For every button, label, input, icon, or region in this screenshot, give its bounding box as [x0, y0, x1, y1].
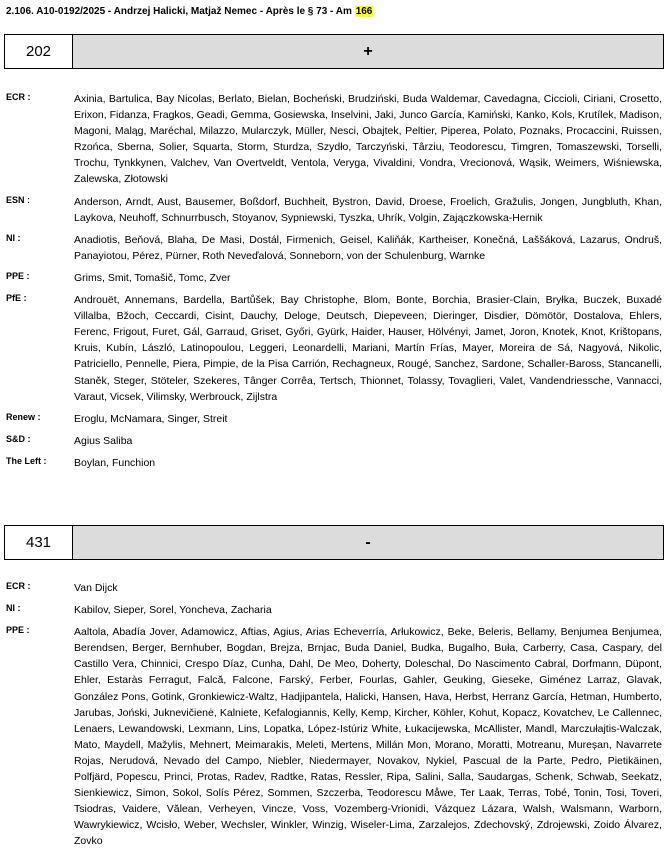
group-name: NI :: [6, 603, 21, 614]
group-row: [6, 232, 666, 264]
group-name: PPE :: [6, 270, 30, 281]
amendment-number-highlight: 166: [355, 6, 373, 17]
group-name: PPE :: [6, 625, 30, 636]
group-row: [6, 411, 666, 427]
group-members: Kabilov, Sieper, Sorel, Yoncheva, Zacharia: [74, 604, 272, 617]
group-members: Grims, Smit, Tomašič, Tomc, Zver: [74, 271, 231, 284]
group-name: ECR :: [6, 92, 31, 102]
group-row: [6, 292, 666, 405]
group-row: [6, 580, 666, 596]
vote-list-against: [6, 580, 666, 856]
vote-count-for: 202: [5, 35, 73, 68]
group-row: [6, 602, 666, 618]
group-name: PfE :: [6, 293, 27, 304]
group-members: Boylan, Funchion: [74, 456, 156, 469]
group-members: Axinia, Bartulica, Bay Nicolas, Berlato, Bielan, Bocheński, Brudziński, Buda Waldemar, Cavedagna, Ciccioli, Ciriani, Crosetto, Erixon, Fidanza, Fragkos, Geadi, Gemma, Gosiewska, Inselvini, Jaki, Junco García, Kamiński, Kanko, Kols, Krutílek, Madison, Magoni, Maląg, Maréchal, Milazzo, Mularczyk, Müller, Nesci, Obajtek, Peltier, Piperea, Polato, Poznaks, Procaccini, Ruissen, Rzońca, Sberna, Solier, Squarta, Storm, Sturdza, Szydło, Tarczyński, Târziu, Teodorescu, Timgren, Tomaszewski, Torselli, Trochu, Tynkkynen, Valchev, Van Overtveldt, Ventola, Veryga, Vivaldini, Vondra, Vrecionová, Wąsik, Weimers, Wiśniewska, Zalewska, Złotowski: [74, 93, 662, 186]
group-name: NI :: [6, 232, 21, 243]
group-name: Renew :: [6, 411, 41, 422]
group-row: [6, 455, 666, 471]
group-row: [6, 433, 666, 449]
group-row: [6, 624, 666, 849]
vote-sign-for: +: [73, 35, 663, 68]
group-members: Eroglu, McNamara, Singer, Streit: [74, 412, 228, 425]
vote-result-box-for: [4, 34, 664, 69]
group-name: S&D :: [6, 433, 31, 444]
group-members: Agius Saliba: [74, 434, 133, 447]
group-row: [6, 194, 666, 226]
group-row: [6, 270, 666, 286]
vote-sign-against: -: [73, 526, 663, 559]
vote-header-text: 2.106. A10-0192/2025 - Andrzej Halicki, Matjaž Nemec - Après le § 73 - Am: [6, 6, 352, 17]
vote-header: [6, 6, 373, 17]
vote-list-for: [6, 91, 666, 477]
group-name: The Left :: [6, 455, 47, 466]
group-members: Anderson, Arndt, Aust, Bausemer, Boßdorf, Buchheit, Bystron, David, Droese, Froelich, Gražulis, Jongen, Jungbluth, Khan, Laykova, Neuhoff, Schnurrbusch, Stoyanov, Sypniewski, Tyszka, Uhrík, Volgin, Zajączkowska-Hernik: [74, 195, 662, 224]
group-members: Van Dijck: [74, 582, 118, 594]
group-name: ESN :: [6, 194, 31, 205]
vote-count-against: 431: [5, 526, 73, 559]
vote-result-box-against: [4, 525, 664, 560]
group-name: ECR :: [6, 581, 31, 591]
group-members: Aaltola, Abadía Jover, Adamowicz, Aftias, Agius, Arias Echeverría, Arłukowicz, Beke, Beleris, Bellamy, Benjumea Benjumea, Berendsen, Berger, Bernhuber, Bogdan, Brejza, Brnjac, Buda Daniel, Budka, Bugalho, Buła, Carberry, Casa, Caspary, del Castillo Vera, Chinnici, Crespo Díaz, Cunha, Dahl, De Meo, Doherty, Doleschal, Do Nascimento Cabral, Dorfmann, Düpont, Ehler, Estaràs Ferragut, Falcă, Falcone, Farský, Ferber, Fourlas, Gahler, Geuking, Gieseke, Giménez Larraz, Glavak, González Pons, Gotink, Gronkiewicz-Waltz, Hadjipantela, Halicki, Hansen, Hava, Herbst, Herranz García, Hetman, Humberto, Jarubas, Joński, Juknevičienė, Kalniete, Kefalogiannis, Kelly, Kemp, Kircher, Köhler, Kohut, Kopacz, Kovatchev, Le Callennec, Lenaers, Lewandowski, Lexmann, Lins, Lopatka, López-Istúriz White, Łukacijewska, McAllister, Mandl, Marczułajtis-Walczak, Mato, Maydell, Mažylis, Mehnert, Meimarakis, Meleti, Mertens, Millán Mon, Morano, Moratti, Motreanu, Mureșan, Navarrete Rojas, Nerudová, Nevado del Campo, Niebler, Niedermayer, Novakov, Nykiel, Pascual de la Parte, Pedro, Pietikäinen, Polfjärd, Popescu, Princi, Protas, Radev, Radtke, Ratas, Ressler, Ripa, Salini, Salla, Saudargas, Schenk, Schwab, Seekatz, Sienkiewicz, Simon, Sokol, Solís Pérez, Sommen, Szczerba, Teodorescu Måwe, Ter Laak, Terras, Tobé, Tonin, Tosi, Toveri, Tsiodras, Vaidere, Vălean, Verheyen, Vincze, Voss, Vozemberg-Vrionidi, Vázquez Lázara, Walsh, Walsmann, Warborn, Wawrykiewicz, Wcisło, Weber, Wechsler, Winkler, Winzig, Wiseler-Lima, Zarzalejos, Zdechovský, Zdrojewski, Zoido Álvarez, Zovko: [74, 626, 662, 848]
group-members: Anadiotis, Beňová, Blaha, De Masi, Dostál, Firmenich, Geisel, Kaliňák, Kartheiser, Konečná, Laššáková, Lazarus, Ondruš, Panayiotou, Pérez, Pürner, Roth Neveďalová, Sonneborn, von der Schulenburg, Warnke: [74, 233, 662, 262]
group-row: [6, 91, 666, 188]
group-members: Androuët, Annemans, Bardella, Bartůšek, Bay Christophe, Blom, Bonte, Borchia, Brasier-Clain, Bryłka, Buczek, Buxadé Villalba, Bžoch, Ceccardi, Cisint, Dauchy, Deloge, Deutsch, Diepeveen, Dieringer, Disdier, Dömötör, Dostalova, Ehlers, Ferenc, Frigout, Furet, Gál, Garraud, Griset, Győri, Gyürk, Haider, Hauser, Hölvényi, Jamet, Joron, Knotek, Knot, Krištopans, Kruis, Kubín, László, Latinopoulou, Leggeri, Leonardelli, Mariani, Martín Frías, Mayer, Moreira de Sá, Nagyová, Nikolic, Patriciello, Pennelle, Piera, Pimpie, de la Pisa Carrión, Rechagneux, Rougé, Sanchez, Sardone, Schaller-Baross, Stancanelli, Staněk, Steger, Stöteler, Szekeres, Tânger Corrêa, Tertsch, Thionnet, Tolassy, Tovaglieri, Valet, Vandendriessche, Vannacci, Varaut, Vicsek, Vilimsky, Werbrouck, Zijlstra: [74, 294, 662, 403]
